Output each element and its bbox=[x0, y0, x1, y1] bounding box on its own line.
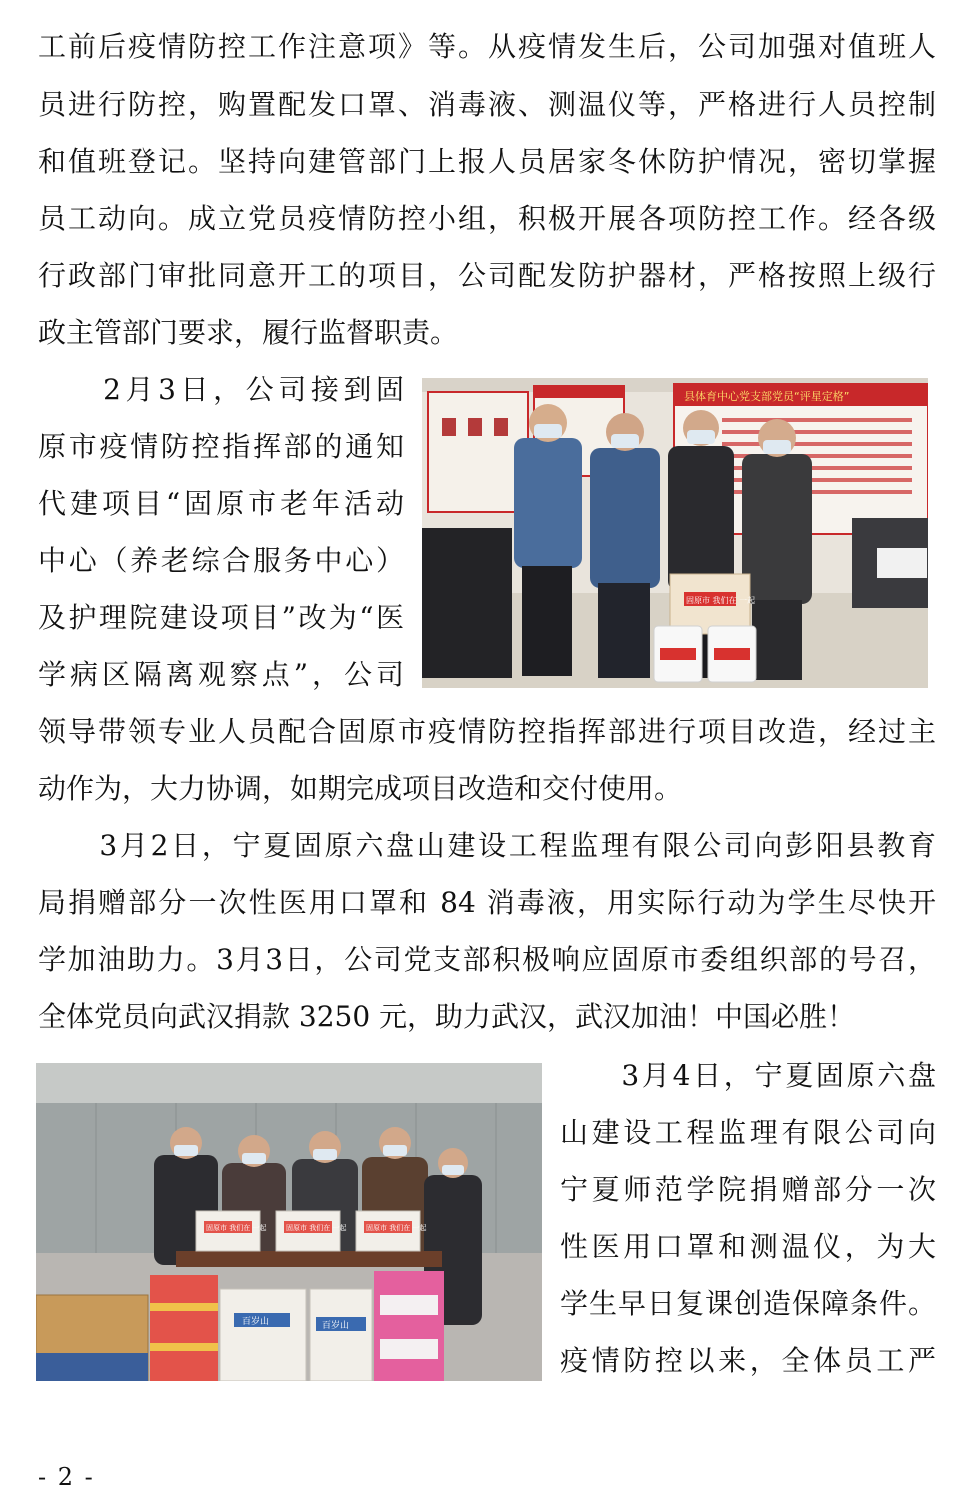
text-line: 领导带领专业人员配合固原市疫情防控指挥部进行项目改造，经过主 bbox=[38, 715, 936, 748]
text-line: 局捐赠部分一次性医用口罩和 84 消毒液，用实际行动为学生尽快开 bbox=[38, 886, 936, 919]
text-line: 员工动向。成立党员疫情防控小组，积极开展各项防控工作。经各级 bbox=[38, 202, 936, 235]
page-number: - 2 - bbox=[38, 1463, 95, 1491]
text-line: 3月4日，宁夏固原六盘 bbox=[560, 1059, 936, 1092]
text-line: 原市疫情防控指挥部的通知 bbox=[38, 430, 404, 463]
photo-illustration bbox=[422, 378, 928, 688]
text-line: 员进行防控，购置配发口罩、消毒液、测温仪等，严格进行人员控制 bbox=[38, 88, 936, 121]
text-line: 宁夏师范学院捐赠部分一次 bbox=[560, 1173, 936, 1206]
photo-donation-group-1 bbox=[422, 378, 928, 688]
text-line: 学生早日复课创造保障条件。 bbox=[560, 1287, 936, 1320]
box-text-2: 固原市 我们在 一起 bbox=[286, 1224, 347, 1232]
photo-donation-group-2 bbox=[36, 1063, 542, 1381]
photo-illustration bbox=[36, 1063, 542, 1381]
text-line: 和值班登记。坚持向建管部门上报人员居家冬休防护情况，密切掌握 bbox=[38, 145, 936, 178]
text-line: 行政部门审批同意开工的项目，公司配发防护器材，严格按照上级行 bbox=[38, 259, 936, 292]
text-line: 2月3日，公司接到固 bbox=[38, 373, 404, 406]
text-line: 性医用口罩和测温仪，为大 bbox=[560, 1230, 936, 1263]
text-line: 全体党员向武汉捐款 3250 元，助力武汉，武汉加油！中国必胜！ bbox=[38, 1000, 856, 1033]
text-line: 及护理院建设项目”改为“医 bbox=[38, 601, 404, 634]
box-text-3: 固原市 我们在 一起 bbox=[366, 1224, 427, 1232]
text-line: 动作为，大力协调，如期完成项目改造和交付使用。 bbox=[38, 772, 683, 805]
text-line: 政主管部门要求，履行监督职责。 bbox=[38, 316, 459, 349]
text-line: 工前后疫情防控工作注意项》等。从疫情发生后，公司加强对值班人 bbox=[38, 30, 936, 63]
text-line: 疫情防控以来，全体员工严 bbox=[560, 1344, 936, 1377]
text-line: 代建项目“固原市老年活动 bbox=[38, 487, 404, 520]
text-line: 3月2日，宁夏固原六盘山建设工程监理有限公司向彭阳县教育 bbox=[38, 829, 936, 862]
text-line: 中心（养老综合服务中心） bbox=[38, 544, 404, 577]
text-line: 山建设工程监理有限公司向 bbox=[560, 1116, 936, 1149]
box-text-1: 固原市 我们在 一起 bbox=[206, 1224, 267, 1232]
text-line: 学病区隔离观察点”，公司 bbox=[38, 658, 404, 691]
text-line: 学加油助力。3月3日，公司党支部积极响应固原市委组织部的号召， bbox=[38, 943, 936, 976]
carton-text-1: 百岁山 bbox=[242, 1317, 270, 1327]
carton-text-2: 百岁山 bbox=[322, 1321, 350, 1331]
box-text: 固原市 我们在 一起 bbox=[686, 596, 756, 605]
banner-text: 县体育中心党支部党员“评星定格” bbox=[684, 390, 850, 403]
